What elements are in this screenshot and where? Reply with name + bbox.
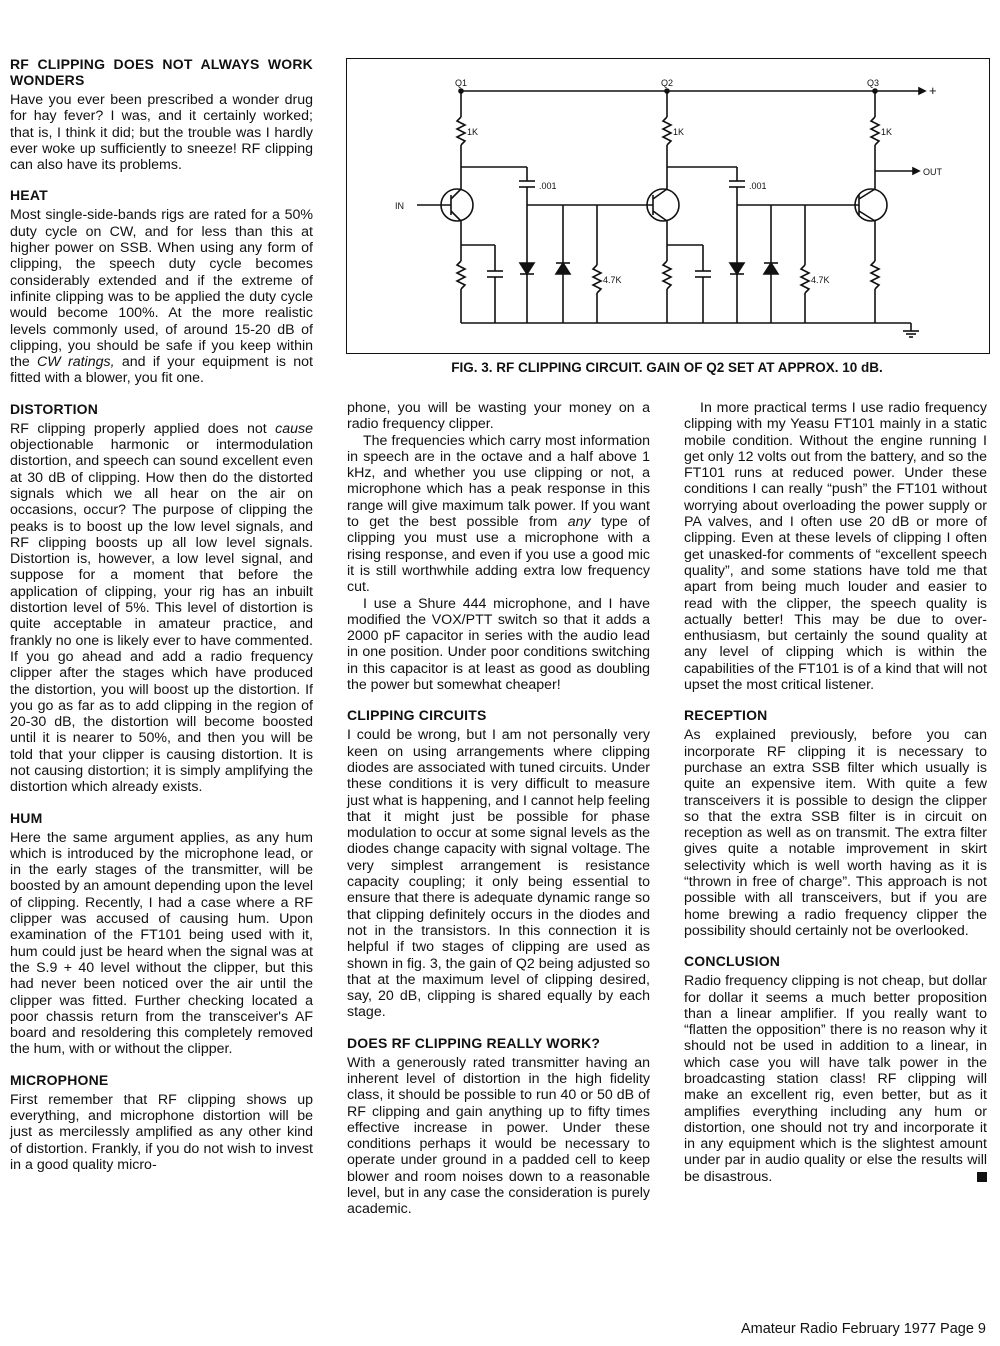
label-in: IN bbox=[395, 201, 404, 211]
diode-1a bbox=[520, 263, 534, 274]
paragraph-wonders: Have you ever been prescribed a wonder drug for hay fever? I was, and it certainly worked; that is, I think it did; but the trouble was I hardly ever woke up sufficiently to sneeze! RF clipping can also have its problems. bbox=[10, 92, 313, 174]
circuit-diagram bbox=[347, 59, 989, 353]
label-1k-1: 1K bbox=[467, 127, 479, 137]
paragraph-distortion: RF clipping properly applied does not cause objectionable harmonic or intermodulation distortion, and speech can sound excellent even at 30 dB of clipping. How then do the distorted signals which we all hear on the air on occasions, occur? The purpose of clipping the peaks is to boost up the low level signals, and RF clipping boosts up all low level signals. Distortion is, however, a low level signal, and suppose for a moment that before the application of clipping, your rig has an inbuilt distortion level of 5%. This level of distortion is quite acceptable in amateur practice, and frankly no one is likely ever to have commented. If you go ahead and add a radio frequency clipper after the stages which have produced the distortion, you will boost up the distortion. If you go as far as to add clipping in the region of 20-30 dB, the distortion will become boosted until it is nearer to 50%, and then you will be told that your clipper is causing distortion. It is not causing distortion; it is simply amplifying the distortion which already exists. bbox=[10, 420, 313, 796]
resistor-1k-q3 bbox=[871, 117, 879, 145]
resistor-emitter-q1 bbox=[457, 261, 465, 289]
resistor-1k-q1 bbox=[457, 117, 465, 145]
label-001-1: .001 bbox=[539, 181, 557, 191]
column-3 bbox=[684, 400, 987, 1185]
label-q1: Q1 bbox=[455, 78, 468, 88]
paragraph-practical: In more practical terms I use radio frequency clipping with my Yeasu FT101 mainly in a static mobile condition. Without the engine running I get only 12 volts out from the battery, and so the FT101 runs at reduced power. Under these conditions I can really “push” the FT101 without worrying about overloading the power supply or PA valves, and I often use 20 dB or more of clipping. Even at these levels of clipping I often get unasked-for comments of “excellent speech quality”, and some stations have told me that apart from being much louder and easier to read with the clipper, the speech quality is actually better! This may be due to over-enthusiasm, but certainly the sound quality at any level of clipping which is within the capabilities of the FT101 is of a kind that will not upset the most critical listener. bbox=[684, 400, 987, 694]
heading-hum: HUM bbox=[10, 809, 43, 826]
label-out: OUT bbox=[923, 167, 942, 177]
paragraph-microphone-cont: phone, you will be wasting your money on a radio frequency clipper. bbox=[347, 400, 650, 433]
resistor-47k-2 bbox=[801, 265, 809, 293]
paragraph-microphone: First remember that RF clipping shows up everything, and microphone distortion will be just as mercilessly amplified as any other kind of distortion. Frankly, if you do not wish to invest in a good quality micro- bbox=[10, 1091, 313, 1173]
heading-clipping-circuits: CLIPPING CIRCUITS bbox=[347, 707, 487, 724]
paragraph-frequencies: The frequencies which carry most information in speech are in the octave and a half above 1 kHz, and whether you use clipping or not, a microphone which has a peak response in this range will give maximum talk power. If you want to get the best possible from any type of clipping you must use a microphone with a rising response, and even if you use a good mic it is still worthwhile adding extra low frequency cut. bbox=[347, 432, 650, 596]
label-q2: Q2 bbox=[661, 78, 674, 88]
label-47k-1: 4.7K bbox=[603, 275, 622, 285]
paragraph-hum: Here the same argument applies, as any hum which is introduced by the microphone lead, or in the early stages of the transmitter, will be boosted by an amount depending upon the level of clipping. Recently, I had a case where a RF clipper was accused of causing hum. Upon examination of the FT101 being used with it, hum could just be heard when the signal was at the S.9 + 40 level without the clipper, but this had never been noticed over the air until the clipper was fitted. Further checking located a poor chassis return from the transceiver's AF board and resoldering this completely removed the hum, with or without the clipper. bbox=[10, 829, 313, 1058]
heading-reception: RECEPTION bbox=[684, 707, 768, 724]
heading-heat: HEAT bbox=[10, 187, 48, 204]
label-1k-3: 1K bbox=[881, 127, 893, 137]
paragraph-really-work: With a generously rated transmitter having an inherent level of distortion in the high fidelity class, it should be possible to run 40 or 50 dB of RF clipping and gain anything up to fifty times effective increase in power. Under these conditions perhaps it would be necessary to operate under ground in a padded cell to keep blower and room noises down to a reasonable level, but in any case the consideration is purely academic. bbox=[347, 1054, 650, 1218]
resistor-47k-1 bbox=[593, 265, 601, 293]
circuit-figure bbox=[346, 58, 990, 354]
paragraph-clipping-circuits: I could be wrong, but I am not personally very keen on using arrangements where clipping diodes are associated with tuned circuits. Under these conditions it is very difficult to measure just what is happening, and I cannot help feeling that it might just be possible for phase modulation to occur at some signal levels as the diodes change capacity with signal voltage. The very simplest arrangement is resistance capacity coupling; it only being essential to ensure that there is adequate dynamic range so that clipping definitely occurs in the diodes and not in the transistors. In this connection it is helpful if two stages of clipping are used as shown in fig. 3, the gain of Q2 being adjusted so that at the maximum level of clipping desired, say, 20 dB, clipping is shared equally by each stage. bbox=[347, 727, 650, 1021]
resistor-1k-q2 bbox=[663, 117, 671, 145]
paragraph-reception: As explained previously, before you can incorporate RF clipping it is necessary to purchase an extra SSB filter which usually is quite an expensive item. With quite a few transceivers it is possible to design the clipper so that the extra SSB filter is in circuit on reception as well as on transmit. The extra filter gives quite a notable improvement in skirt selectivity which is well worth having as it is “thrown in free of charge”. This approach is not possible with all transceivers, but if you are home brewing a radio frequency clipper the possibility should certainly not be overlooked. bbox=[684, 727, 987, 939]
label-001-2: .001 bbox=[749, 181, 767, 191]
figure-caption: FIG. 3. RF CLIPPING CIRCUIT. GAIN OF Q2 SET AT APPROX. 10 dB. bbox=[451, 360, 883, 375]
heading-wonders: RF CLIPPING DOES NOT ALWAYS WORK WONDERS bbox=[10, 56, 313, 88]
page-footer: Amateur Radio February 1977 Page 9 bbox=[740, 1321, 986, 1337]
diode-2a bbox=[730, 263, 744, 274]
column-2 bbox=[347, 400, 650, 1218]
end-of-article-mark bbox=[977, 1172, 987, 1182]
label-plus: + bbox=[929, 83, 937, 98]
diode-2b bbox=[764, 263, 778, 274]
heading-microphone: MICROPHONE bbox=[10, 1071, 109, 1088]
heading-distortion: DISTORTION bbox=[10, 400, 99, 417]
paragraph-heat: Most single-side-bands rigs are rated for a 50% duty cycle on CW, and for less than this at higher power on SSB. When using any form of clipping, the speech duty cycle becomes considerably extended and if the extreme of infinite clipping was to be applied the duty cycle would become 100%. At the more realistic levels commonly used, of around 15-20 dB of clipping, you should be safe if you keep within the CW ratings, and if your equipment is not fitted with a blower, you fit one. bbox=[10, 207, 313, 387]
heading-really-work: DOES RF CLIPPING REALLY WORK? bbox=[347, 1034, 601, 1051]
label-47k-2: 4.7K bbox=[811, 275, 830, 285]
paragraph-conclusion: Radio frequency clipping is not cheap, but dollar for dollar it seems a much better proposition than a linear amplifier. If you really want to “flatten the opposition” there is no reason why it should not be used in addition to a linear, in which case you will have talk power in the broadcasting station class! RF clipping will make an excellent rig, even better, but as it amplifies everything including any hum or distortion, one should not try and incorporate it in any equipment which is the slightest amount under par in audio quality or else the results will be disastrous. bbox=[684, 973, 987, 1185]
column-1 bbox=[10, 56, 313, 1173]
paragraph-shure: I use a Shure 444 microphone, and I have modified the VOX/PTT switch so that it adds a 2000 pF capacitor in series with the audio lead in one position. Under poor conditions switching in this capacitor is at least as good as doubling the power but somewhat cheaper! bbox=[347, 595, 650, 694]
heading-conclusion: CONCLUSION bbox=[684, 953, 781, 970]
label-1k-2: 1K bbox=[673, 127, 685, 137]
resistor-emitter-q3 bbox=[871, 261, 879, 289]
diode-1b bbox=[556, 263, 570, 274]
label-q3: Q3 bbox=[867, 78, 880, 88]
resistor-emitter-q2 bbox=[663, 261, 671, 289]
